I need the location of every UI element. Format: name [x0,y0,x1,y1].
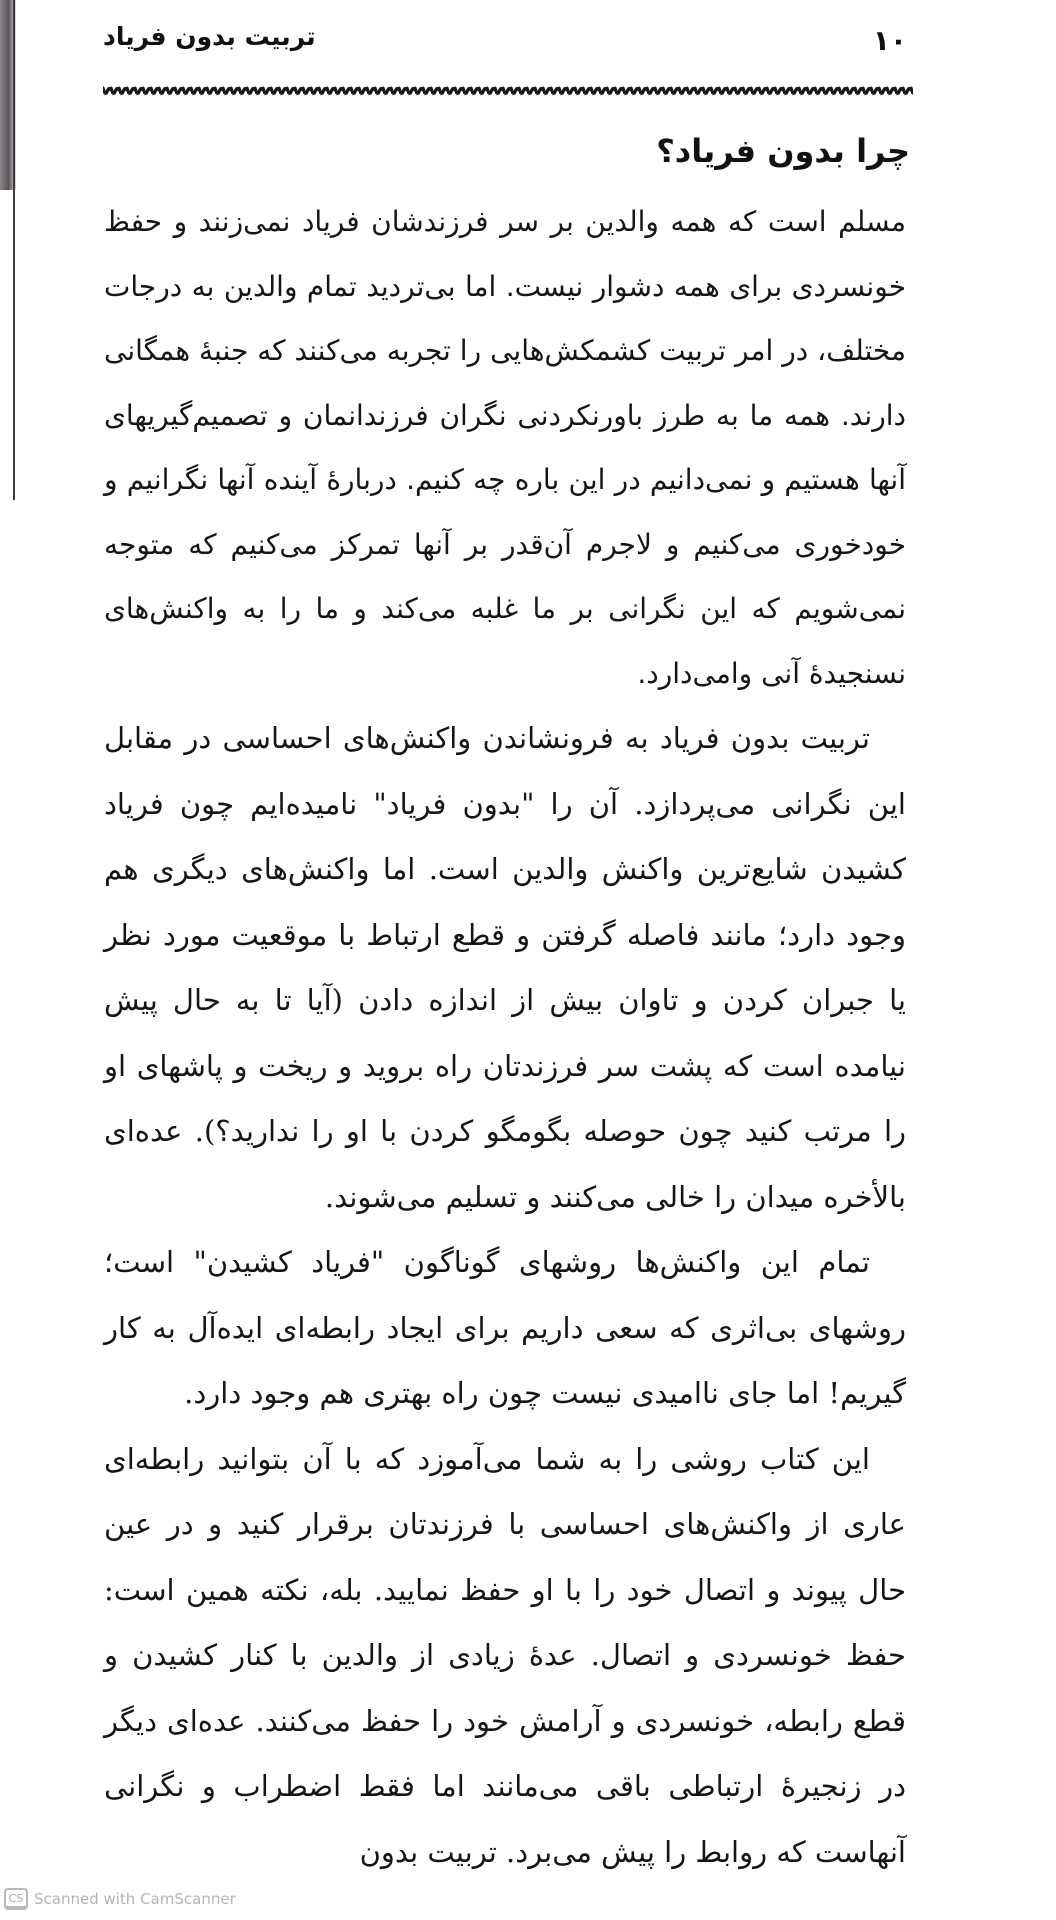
page-number: ۱۰ [872,24,907,57]
camscanner-logo-icon: CS [4,1888,28,1910]
section-heading: چرا بدون فریاد؟ [656,132,910,170]
zigzag-rule-icon [103,84,913,98]
paragraph: تمام این واکنش‌ها روشهای گوناگون "فریاد کشیدن" است؛ روشهای بی‌اثری که سعی داریم برای ایجاد رابطه‌ای ایده‌آل به کار گیریم! اما جای ناامیدی نیست چون راه بهتری هم وجود دارد. [104,1245,906,1410]
paragraph: تربیت بدون فریاد به فرونشاندن واکنش‌های احساسی در مقابل این نگرانی می‌پردازد. آن را "بدون فریاد" نامیده‌ایم چون فریاد کشیدن شایع‌ترین واکنش والدین است. اما واکنش‌های دیگری هم وجود دارد؛ مانند فاصله گرفتن و قطع ارتباط با موقعیت مورد نظر یا جبران کردن و تاوان بیش از اندازه دادن (آیا تا به حال پیش نیامده است که پشت سر فرزندتان راه بروید و ریخت و پاشهای او را مرتب کنید چون حوصله بگومگو کردن با او را ندارید؟). عده‌ای بالأخره میدان را خالی می‌کنند و تسلیم می‌شوند. [104,721,906,1214]
running-title: تربیت بدون فریاد [103,22,316,51]
paragraph: مسلم است که همه والدین بر سر فرزندشان فریاد نمی‌زنند و حفظ خونسردی برای همه دشوار نیست. اما بی‌تردید تمام والدین به درجات مختلف، در امر تربیت کشمکش‌هایی را تجربه می‌کنند که جنبهٔ همگانی دارند. همه ما به طرز باورنکردنی نگران فرزندانمان و تصمیم‌گیریهای آنها هستیم و نمی‌دانیم در این باره چه کنیم. دربارهٔ آینده آنها نگرانیم و خودخوری می‌کنیم و لاجرم آن‌قدر بر آنها تمرکز می‌کنیم که متوجه نمی‌شویم که این نگرانی بر ما غلبه می‌کند و ما را به واکنش‌های نسنجیدهٔ آنی وامی‌دارد. [104,205,906,690]
running-head [103,22,915,72]
body-text [104,190,906,1885]
watermark-text: Scanned with CamScanner [34,1890,236,1908]
scanner-watermark [4,1886,236,1912]
paragraph: این کتاب روشی را به شما می‌آموزد که با آن بتوانید رابطه‌ای عاری از واکنش‌های احساسی با فرزندتان برقرار کنید و در عین حال پیوند و اتصال خود را با او حفظ نمایید. بله، نکته همین است: حفظ خونسردی و اتصال. عدهٔ زیادی از والدین با کنار کشیدن و قطع رابطه، خونسردی و آرامش خود را حفظ می‌کنند. عده‌ای دیگر در زنجیرهٔ ارتباطی باقی می‌مانند اما فقط اضطراب و نگرانی آنهاست که روابط را پیش می‌برد. تربیت بدون [104,1441,906,1869]
